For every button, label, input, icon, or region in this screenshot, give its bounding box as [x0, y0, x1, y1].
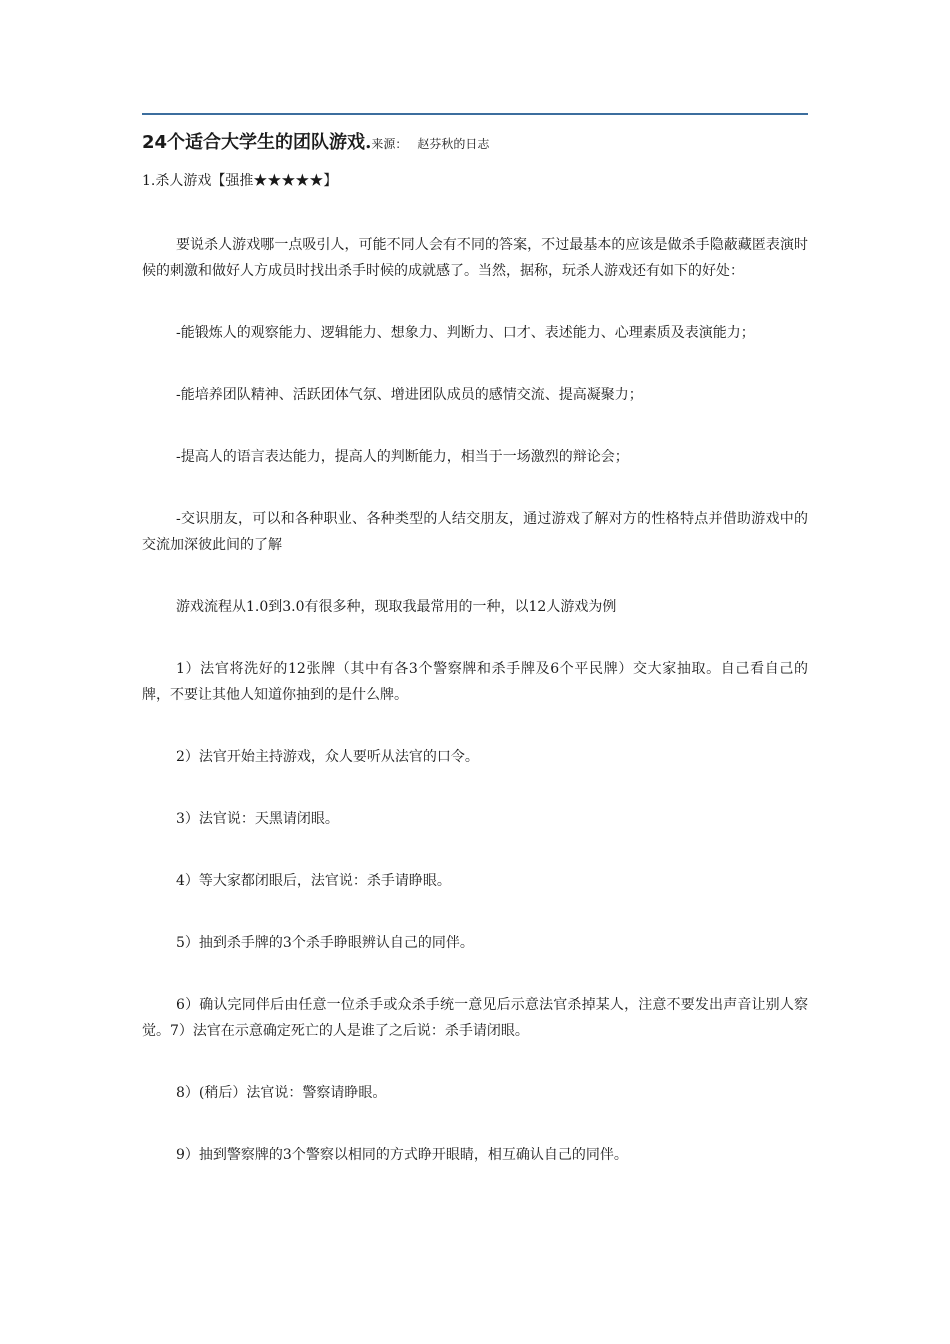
paragraph-step-3: 3）法官说：天黑请闭眼。 — [176, 811, 339, 827]
paragraph-step-1: 1）法官将洗好的12张牌（其中有各3个警察牌和杀手牌及6个平民牌）交大家抽取。自己看自己的牌，不要让其他人知道你抽到的是什么牌。 — [142, 661, 808, 703]
paragraph-step-8: 8）(稍后）法官说：警察请睁眼。 — [176, 1085, 387, 1101]
paragraph-step-4: 4）等大家都闭眼后，法官说：杀手请睁眼。 — [176, 873, 451, 889]
paragraph-step-5: 5）抽到杀手牌的3个杀手睁眼辨认自己的同伴。 — [176, 935, 474, 951]
paragraph-intro: 要说杀人游戏哪一点吸引人，可能不同人会有不同的答案，不过最基本的应该是做杀手隐蔽藏匿表演时候的刺激和做好人方成员时找出杀手时候的成就感了。当然，据称，玩杀人游戏还有如下的好处： — [142, 237, 808, 279]
paragraph-step-6-7: 6）确认完同伴后由任意一位杀手或众杀手统一意见后示意法官杀掉某人，注意不要发出声音让别人察觉。7）法官在示意确定死亡的人是谁了之后说：杀手请闭眼。 — [142, 997, 808, 1039]
paragraph-step-9: 9）抽到警察牌的3个警察以相同的方式睁开眼睛，相互确认自己的同伴。 — [176, 1147, 628, 1163]
section-heading: 1.杀人游戏【强推★★★★★】 — [142, 173, 338, 189]
header-divider — [142, 113, 808, 115]
paragraph-step-2: 2）法官开始主持游戏，众人要听从法官的口令。 — [176, 749, 479, 765]
paragraph-benefit-3: -提高人的语言表达能力，提高人的判断能力，相当于一场激烈的辩论会； — [176, 449, 629, 465]
title-separator: . — [365, 132, 372, 153]
article-body — [142, 232, 808, 1204]
source-label: 来源： — [371, 137, 408, 151]
source-name: 赵芬秋的日志 — [417, 137, 490, 151]
article-title-line — [142, 128, 808, 154]
paragraph-benefit-2: -能培养团队精神、活跃团体气氛、增进团队成员的感情交流、提高凝聚力； — [176, 387, 643, 403]
article-title: 24个适合大学生的团队游戏 — [142, 132, 366, 153]
paragraph-benefit-1: -能锻炼人的观察能力、逻辑能力、想象力、判断力、口才、表述能力、心理素质及表演能力； — [176, 325, 755, 341]
paragraph-flow-intro: 游戏流程从1.0到3.0有很多种，现取我最常用的一种，以12人游戏为例 — [176, 599, 617, 615]
paragraph-benefit-4: -交识朋友，可以和各种职业、各种类型的人结交朋友，通过游戏了解对方的性格特点并借助游戏中的交流加深彼此间的了解 — [142, 511, 808, 553]
